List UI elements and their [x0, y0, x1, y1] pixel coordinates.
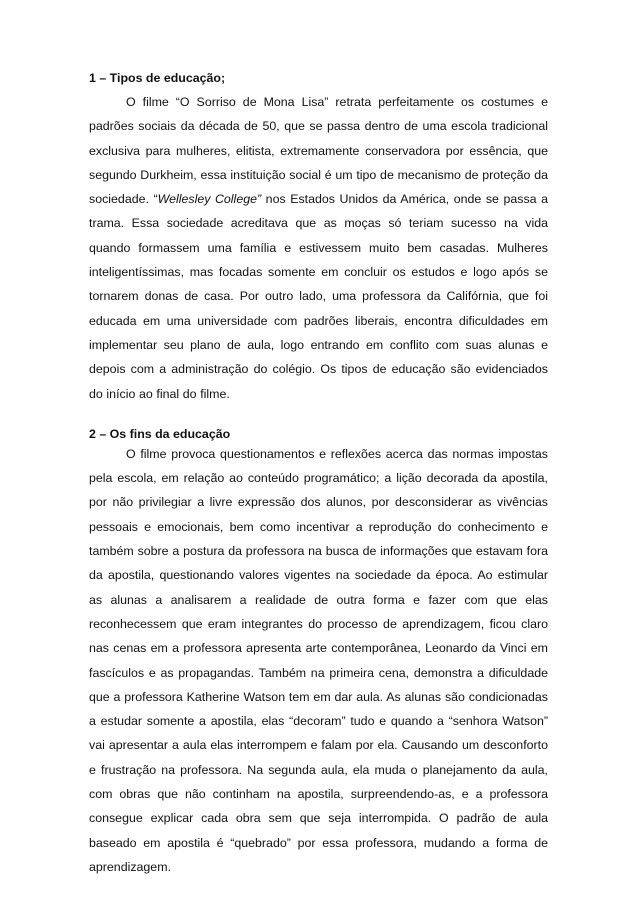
paragraph-italic-text: Wellesley College” [157, 192, 262, 207]
paragraph-text: nos Estados Unidos da América, onde se passa a trama. Essa sociedade acreditava que as moças só teriam sucesso na vida quando formassem uma família e estivessem muito bem casadas. Mulheres inteligentíssimas, mas focadas somente em concluir os estudos e logo após se tornarem donas de casa. Por outro lado, uma professora da Califórnia, que foi educada em uma universidade com padrões liberais, encontra dificuldades em implementar seu plano de aula, logo entrando em conflito com suas alunas e depois com a administração do colégio. Os tipos de educação são evidenciados do início ao final do filme. [89, 192, 548, 401]
document-page [89, 70, 548, 879]
section-heading: 1 – Tipos de educação; [89, 71, 226, 85]
section-fins-da-educacao [89, 426, 548, 879]
section-tipos-de-educacao [89, 70, 548, 406]
section-heading: 2 – Os fins da educação [89, 426, 231, 441]
section-paragraph [89, 90, 548, 406]
section-paragraph: O filme provoca questionamentos e reflexões acerca das normas impostas pela escola, em relação ao conteúdo programático; a lição decorada da apostila, por não privilegiar a livre expressão dos alunos, por desconsiderar as vivências pessoais e emocionais, bem como incentivar a reprodução do conhecimento e também sobre a postura da professora na busca de informações que estavam fora da apostila, questionando valores vigentes na sociedade da época. Ao estimular as alunas a analisarem a realidade de outra forma e fazer com que elas reconhecessem que eram integrantes do processo de aprendizagem, ficou claro nas cenas em a professora apresenta arte contemporânea, Leonardo da Vinci em fascículos e as propagandas. Também na primeira cena, demonstra a dificuldade que a professora Katherine Watson tem em dar aula. As alunas são condicionadas a estudar somente a apostila, elas “decoram” tudo e quando a “senhora Watson” vai apresentar a aula elas interrompem e falam por ela. Causando um desconforto e frustração na professora. Na segunda aula, ela muda o planejamento da aula, com obras que não continham na apostila, surpreendendo-as, e a professora consegue explicar cada obra sem que seja interrompida. O padrão de aula baseado em apostila é “quebrado” por essa professora, mudando a forma de aprendizagem. [89, 446, 548, 874]
paragraph-text: O filme “O Sorriso de Mona Lisa” retrata perfeitamente os costumes e padrões sociais da década de 50, que se passa dentro de uma escola tradicional exclusiva para mulheres, elitista, extremamente conservadora por essência, que segundo Durkheim, essa instituição social é um tipo de mecanismo de proteção da sociedade. “ [89, 95, 548, 207]
